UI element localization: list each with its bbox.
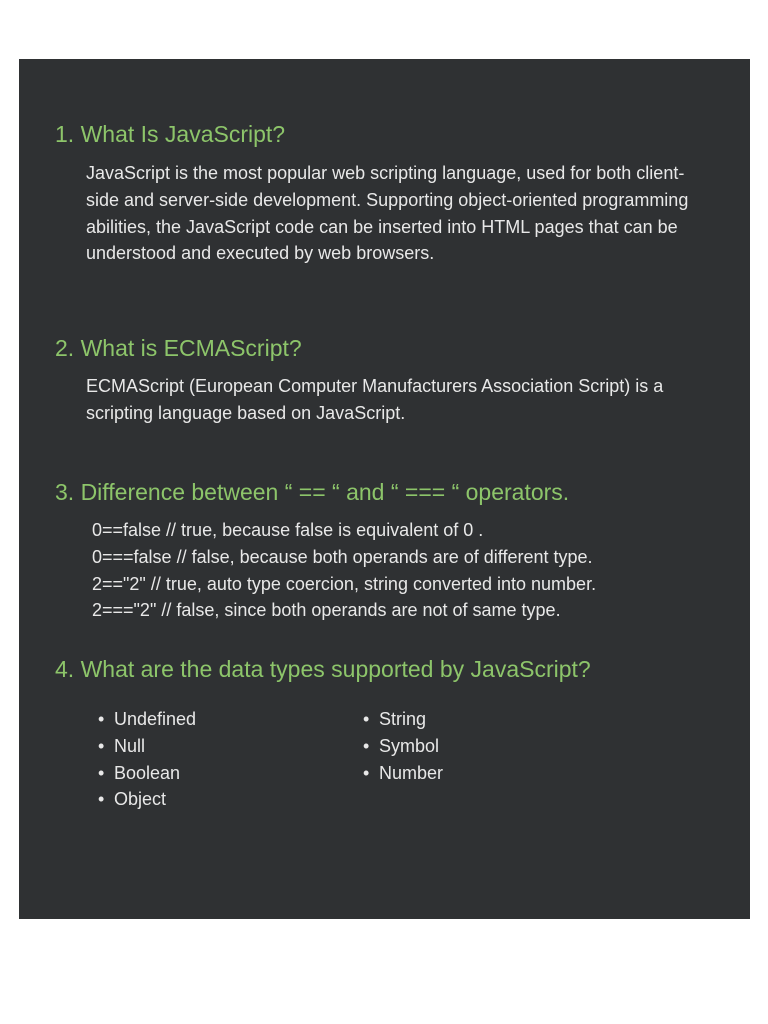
bullet-icon: • xyxy=(98,709,105,729)
q2-heading: 2. What is ECMAScript? xyxy=(55,335,302,361)
q1-heading: 1. What Is JavaScript? xyxy=(55,121,286,147)
list-item-label: Boolean xyxy=(114,762,181,783)
bullet-icon: • xyxy=(98,735,105,756)
list-item-label: Null xyxy=(114,735,146,756)
code-line: 2==="2" // false, since both operands are not of same type. xyxy=(92,600,561,621)
bullet-icon: • xyxy=(98,762,105,783)
q3-code-examples xyxy=(92,517,596,624)
list-item-label: String xyxy=(379,709,427,729)
bullet-icon: • xyxy=(363,762,370,783)
q4-heading: 4. What are the data types supported by JavaScript? xyxy=(55,656,591,682)
data-types-list-right xyxy=(361,706,443,786)
code-line: 0===false // false, because both operands are of different type. xyxy=(92,546,593,567)
q1-answer: JavaScript is the most popular web scripting language, used for both client-side and server-side development. Supporting object-oriented programming abilities, the JavaScript code can be inserted into HTML pages that can be understood and executed by web browsers. xyxy=(86,163,689,264)
code-line: 2=="2" // true, auto type coercion, string converted into number. xyxy=(92,573,597,594)
list-item xyxy=(361,706,443,733)
list-item-label: Symbol xyxy=(379,735,440,756)
bullet-icon: • xyxy=(98,789,105,810)
q3-heading: 3. Difference between “ == “ and “ === “ operators. xyxy=(55,479,570,505)
list-item xyxy=(96,706,196,733)
q2-answer: ECMAScript (European Computer Manufacturers Association Script) is a scripting language based on JavaScript. xyxy=(86,376,664,423)
list-item xyxy=(96,786,196,813)
code-line: 0==false // true, because false is equivalent of 0 . xyxy=(92,520,484,540)
list-item-label: Object xyxy=(114,789,167,810)
bullet-icon: • xyxy=(363,735,370,756)
list-item xyxy=(361,760,443,787)
bullet-icon: • xyxy=(363,709,370,729)
list-item-label: Number xyxy=(379,762,444,783)
list-item-label: Undefined xyxy=(114,709,197,729)
list-item xyxy=(361,733,443,760)
list-item xyxy=(96,733,196,760)
content-panel xyxy=(19,59,750,919)
list-item xyxy=(96,760,196,787)
data-types-list-left xyxy=(96,706,196,813)
